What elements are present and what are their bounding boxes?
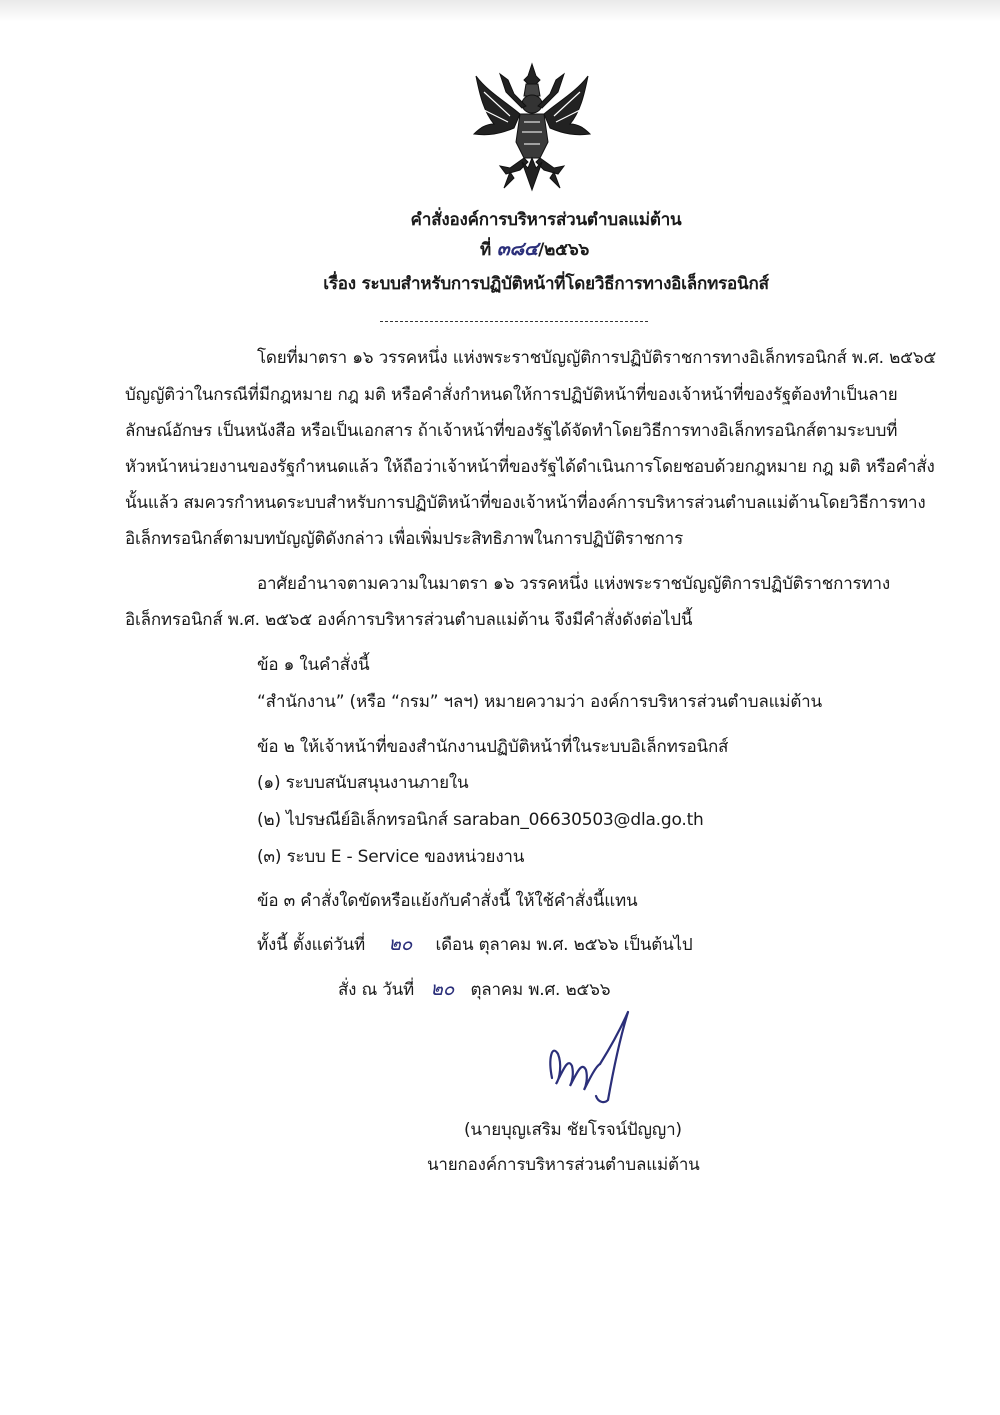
effective-date-suffix: เดือน ตุลาคม พ.ศ. ๒๕๖๖ เป็นต้นไป [435,935,693,955]
ordered-date [338,977,610,1002]
effective-date [257,932,692,957]
paragraph1-line: นั้นแล้ว สมควรกำหนดระบบสำหรับการปฏิบัติหน้าที่ของเจ้าหน้าที่องค์การบริหารส่วนตำบลแม่ต้านโดยวิธีการทาง [125,493,926,513]
order-number-suffix: /๒๕๖๖ [538,240,590,260]
clause2-item: (๑) ระบบสนับสนุนงานภายใน [257,773,469,793]
clause1-heading: ข้อ ๑ ในคำสั่งนี้ [257,655,370,675]
handwritten-signature [538,1008,638,1108]
garuda-emblem-icon [470,62,594,192]
clause2-heading: ข้อ ๒ ให้เจ้าหน้าที่ของสำนักงานปฏิบัติหน้าที่ในระบบอิเล็กทรอนิกส์ [257,737,729,757]
signer-position: นายกองค์การบริหารส่วนตำบลแม่ต้าน [427,1155,700,1175]
document-title: คำสั่งองค์การบริหารส่วนตำบลแม่ต้าน [410,210,682,230]
ordered-day-handwritten: ๒๐ [430,978,455,1000]
effective-date-prefix: ทั้งนี้ ตั้งแต่วันที่ [257,935,366,955]
document-subject: เรื่อง ระบบสำหรับการปฏิบัติหน้าที่โดยวิธีการทางอิเล็กทรอนิกส์ [323,274,769,294]
paragraph1-line: บัญญัติว่าในกรณีที่มีกฎหมาย กฎ มติ หรือคำสั่งกำหนดให้การปฏิบัติหน้าที่ของเจ้าหน้าที่ของรัฐต้องทำเป็นลาย [125,385,898,405]
paragraph2-line: อาศัยอำนาจตามความในมาตรา ๑๖ วรรคหนึ่ง แห่งพระราชบัญญัติการปฏิบัติราชการทาง [257,574,890,594]
clause2-item: (๒) ไปรษณีย์อิเล็กทรอนิกส์ saraban_06630503@dla.go.th [257,810,704,830]
order-number-handwritten: ๓๘๔ [496,238,539,260]
ordered-date-prefix: สั่ง ณ วันที่ [338,980,415,1000]
clause2-item: (๓) ระบบ E - Service ของหน่วยงาน [257,847,525,867]
clause3: ข้อ ๓ คำสั่งใดขัดหรือแย้งกับคำสั่งนี้ ให้ใช้คำสั่งนี้แทน [257,891,638,911]
title-divider [380,321,648,322]
paragraph1-line: หัวหน้าหน่วยงานของรัฐกำหนดแล้ว ให้ถือว่าเจ้าหน้าที่ของรัฐได้ดำเนินการโดยชอบด้วยกฎหมาย กฎ มติ หรือคำสั่ง [125,457,935,477]
scan-shadow [0,0,1000,22]
signer-name: (นายบุญเสริม ชัยโรจน์ปัญญา) [464,1120,682,1140]
paragraph2-line: อิเล็กทรอนิกส์ พ.ศ. ๒๕๖๕ องค์การบริหารส่วนตำบลแม่ต้าน จึงมีคำสั่งดังต่อไปนี้ [125,610,693,630]
clause1-definition: “สำนักงาน” (หรือ “กรม” ฯลฯ) หมายความว่า องค์การบริหารส่วนตำบลแม่ต้าน [257,692,822,712]
paragraph1-line: โดยที่มาตรา ๑๖ วรรคหนึ่ง แห่งพระราชบัญญัติการปฏิบัติราชการทางอิเล็กทรอนิกส์ พ.ศ. ๒๕๖๕ [257,348,937,368]
ordered-date-suffix: ตุลาคม พ.ศ. ๒๕๖๖ [470,980,611,1000]
order-number [480,237,589,262]
paragraph1-line: อิเล็กทรอนิกส์ตามบทบัญญัติดังกล่าว เพื่อเพิ่มประสิทธิภาพในการปฏิบัติราชการ [125,529,684,549]
paragraph1-line: ลักษณ์อักษร เป็นหนังสือ หรือเป็นเอกสาร ถ้าเจ้าหน้าที่ของรัฐได้จัดทำโดยวิธีการทางอิเล็กทรอนิกส์ตามระบบที่ [125,421,898,441]
order-number-prefix: ที่ [480,240,492,260]
effective-day-handwritten: ๒๐ [388,933,413,955]
